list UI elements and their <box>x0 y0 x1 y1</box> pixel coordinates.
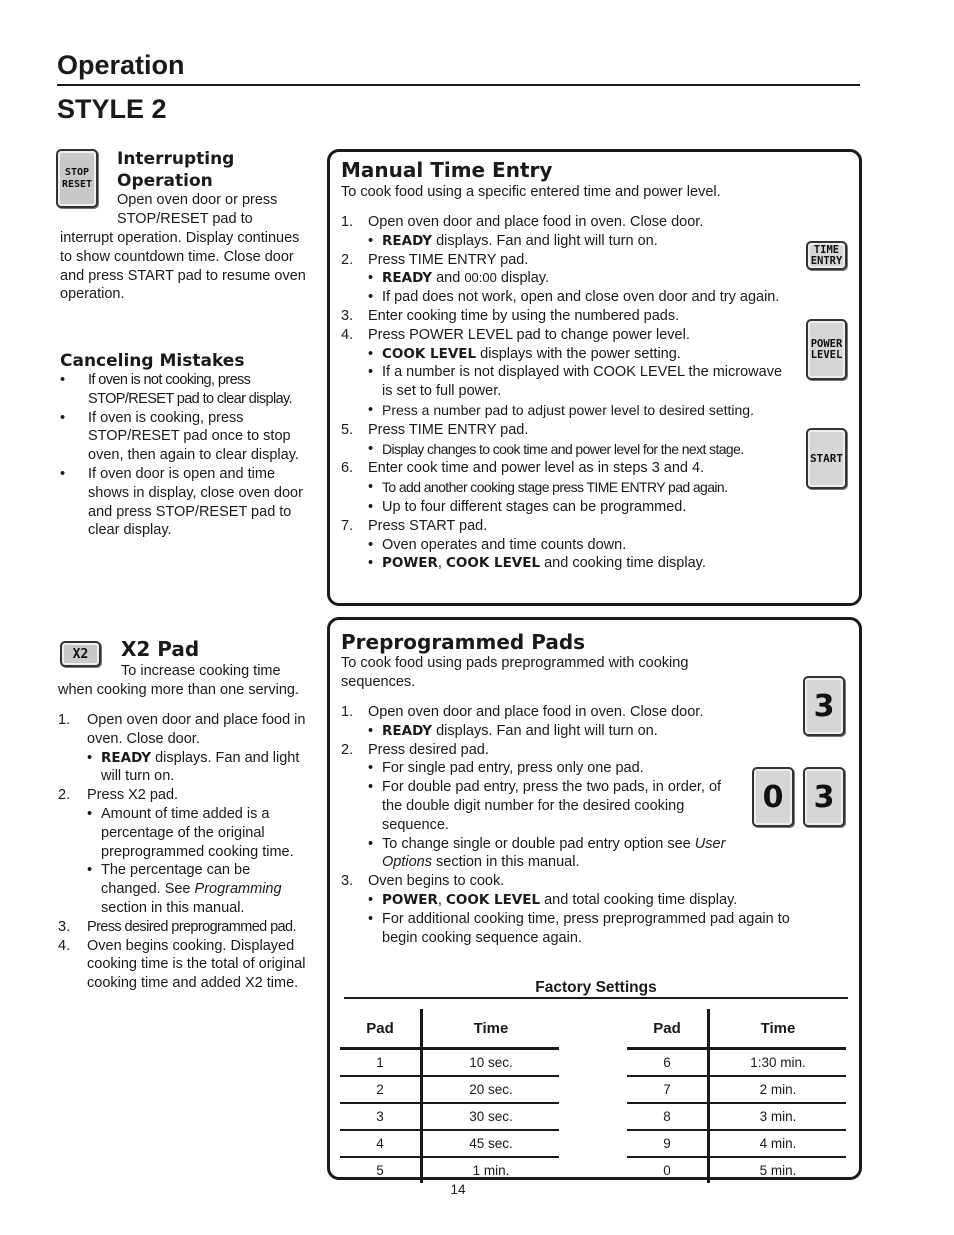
list-item: 3. Enter cooking time by using the numbered pads. <box>341 307 680 324</box>
list-item: • READY and 00:00 display. <box>368 270 549 287</box>
list-item: • If pad does not work, open and close oven door and try again. <box>368 289 780 306</box>
list-item: 5. Press TIME ENTRY pad. <box>341 421 529 438</box>
list-item: • READY displays. Fan and light will turn on. <box>368 232 658 249</box>
list-item: • READY displays. Fan and light will turn on. <box>368 722 658 739</box>
factory-settings-title: Factory Settings <box>344 978 848 999</box>
list-item: • If a number is not displayed with COOK LEVEL the microwave is set to full power. <box>368 364 783 400</box>
list-item: 4. Press POWER LEVEL pad to change power level. <box>341 326 690 343</box>
list-item: • COOK LEVEL displays with the power setting. <box>368 345 681 362</box>
number-0-pad-icon: 0 <box>752 767 794 827</box>
list-item: • The percentage can be changed. See Programming section in this manual. <box>87 862 282 916</box>
start-pad-icon: START <box>806 428 847 489</box>
interrupting-body-top: Open oven door or press STOP/RESET pad to <box>117 192 278 227</box>
list-item: • READY displays. Fan and light will turn on. <box>87 749 300 785</box>
power-level-pad-icon: POWER LEVEL <box>806 319 847 380</box>
list-item: • POWER, COOK LEVEL and total cooking time display. <box>368 891 738 908</box>
list-item: • To change single or double pad entry option see User Options section in this manual. <box>368 835 726 871</box>
list-item: 1. Open oven door and place food in oven. Close door. <box>58 712 306 747</box>
manual-intro: To cook food using a specific entered time and power level. <box>341 184 721 200</box>
list-item: • Display changes to cook time and power level for the next stage. <box>368 440 744 457</box>
list-item: 3. Oven begins to cook. <box>341 873 505 890</box>
manual-steps <box>341 213 791 573</box>
x2-intro-line1: To increase cooking time <box>121 663 281 679</box>
list-item: • Press a number pad to adjust power level to desired setting. <box>368 401 754 418</box>
table-row: 3 30 sec. <box>340 1103 559 1130</box>
list-item: • If oven is not cooking, press STOP/RESET pad to clear display. <box>60 372 293 407</box>
list-item: • To add another cooking stage press TIME ENTRY pad again. <box>368 479 728 496</box>
list-item: 2. Press TIME ENTRY pad. <box>341 251 529 268</box>
list-item: • If oven is cooking, press STOP/RESET pad once to stop oven, then again to clear display. <box>60 409 299 464</box>
list-item: • Amount of time added is a percentage of the original preprogrammed cooking time. <box>87 805 294 860</box>
page-subtitle: STYLE 2 <box>57 94 167 124</box>
canceling-heading: Canceling Mistakes <box>60 351 245 371</box>
table-row: 1 10 sec. <box>340 1049 559 1077</box>
prepro-steps <box>341 703 806 947</box>
table-row: 5 1 min. <box>340 1157 559 1183</box>
x2-steps <box>58 711 310 993</box>
table-row: 0 5 min. <box>627 1157 846 1183</box>
list-item: 1. Open oven door and place food in oven. Close door. <box>341 214 704 230</box>
number-3-pad-icon: 3 <box>803 676 845 736</box>
factory-table-right <box>627 1009 846 1183</box>
table-row: 2 20 sec. <box>340 1076 559 1103</box>
col-pad-header: Pad <box>340 1009 422 1049</box>
number-3-pad-icon: 3 <box>803 767 845 827</box>
prepro-intro: To cook food using pads preprogrammed with cooking sequences. <box>341 655 689 690</box>
list-item: • For double pad entry, press the two pads, in order, of the double digit number for the desired cooking sequence. <box>368 779 722 833</box>
list-item: • POWER, COOK LEVEL and cooking time display. <box>368 555 706 572</box>
table-row: 6 1:30 min. <box>627 1049 846 1077</box>
list-item: • Oven operates and time counts down. <box>368 536 627 553</box>
list-item: • For single pad entry, press only one pad. <box>368 760 644 777</box>
list-item: 2. Press desired pad. <box>341 741 489 758</box>
list-item: 7. Press START pad. <box>341 517 488 534</box>
col-time-header: Time <box>422 1009 560 1049</box>
factory-table-left <box>340 1009 559 1183</box>
interrupting-body: interrupt operation. Display continues to show countdown time. Close door and press START pad to resume oven operation. <box>60 230 306 303</box>
page-title: Operation <box>57 50 185 80</box>
table-row: 9 4 min. <box>627 1130 846 1157</box>
list-item: 1. Open oven door and place food in oven. Close door. <box>341 704 704 720</box>
canceling-list <box>60 371 310 540</box>
list-item: 6. Enter cook time and power level as in steps 3 and 4. <box>341 460 705 477</box>
x2-pad-icon: X2 <box>60 641 101 667</box>
stop-reset-pad-icon: STOP RESET <box>56 149 98 208</box>
list-item: 4. Oven begins cooking. Displayed cooking time is the total of original cooking time and added X2 time. <box>58 937 306 992</box>
table-row: 8 3 min. <box>627 1103 846 1130</box>
title-rule <box>57 84 860 86</box>
list-item: • Up to four different stages can be programmed. <box>368 498 687 515</box>
list-item: • If oven door is open and time shows in display, close oven door and press STOP/RESET pad to clear display. <box>60 465 303 539</box>
time-entry-pad-icon: TIME ENTRY <box>806 241 847 270</box>
list-item: 2. Press X2 pad. <box>58 787 179 804</box>
list-item: 3. Press desired preprogrammed pad. <box>58 918 296 935</box>
page-number: 14 <box>450 1182 466 1197</box>
manual-heading: Manual Time Entry <box>341 158 553 182</box>
interrupting-heading: Interrupting Operation <box>117 149 235 191</box>
prepro-heading: Preprogrammed Pads <box>341 630 586 654</box>
col-pad-header: Pad <box>627 1009 709 1049</box>
table-row: 7 2 min. <box>627 1076 846 1103</box>
list-item: • For additional cooking time, press preprogrammed pad again to begin cooking sequence again. <box>368 910 790 946</box>
table-row: 4 45 sec. <box>340 1130 559 1157</box>
x2-intro-line2: when cooking more than one serving. <box>58 682 300 698</box>
col-time-header: Time <box>709 1009 847 1049</box>
x2-heading: X2 Pad <box>121 637 200 661</box>
